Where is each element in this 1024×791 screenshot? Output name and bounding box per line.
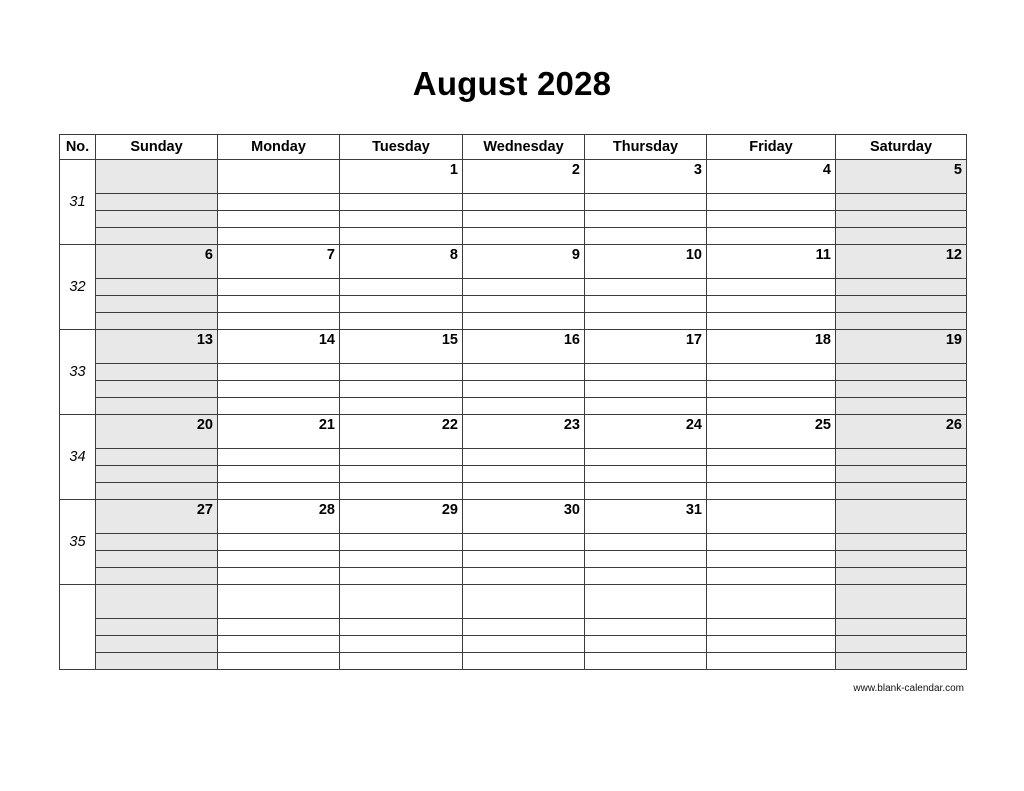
note-line-cell[interactable] — [218, 466, 340, 483]
note-line-cell[interactable] — [707, 211, 836, 228]
note-line-cell[interactable] — [463, 228, 585, 245]
day-number: 26 — [945, 417, 962, 433]
note-line-cell[interactable] — [836, 568, 967, 585]
day-number: 27 — [196, 502, 213, 518]
day-number: 2 — [571, 162, 580, 178]
note-line-cell[interactable] — [340, 398, 463, 415]
note-line-cell[interactable] — [707, 279, 836, 296]
day-cell[interactable] — [340, 415, 463, 449]
week-number — [60, 585, 96, 670]
note-line-cell[interactable] — [463, 313, 585, 330]
note-line-cell[interactable] — [340, 364, 463, 381]
day-number: 9 — [571, 247, 580, 263]
day-cell[interactable] — [707, 415, 836, 449]
week-number: 35 — [60, 500, 96, 585]
note-line-cell[interactable] — [585, 279, 707, 296]
day-cell[interactable] — [585, 415, 707, 449]
note-line-row — [60, 551, 967, 568]
day-number: 22 — [441, 417, 458, 433]
day-cell[interactable] — [707, 245, 836, 279]
note-line-cell[interactable] — [96, 551, 218, 568]
day-cell[interactable] — [340, 330, 463, 364]
day-cell[interactable] — [707, 330, 836, 364]
note-line-cell[interactable] — [218, 568, 340, 585]
day-number: 28 — [318, 502, 335, 518]
note-line-cell[interactable] — [836, 313, 967, 330]
day-cell[interactable] — [463, 245, 585, 279]
note-line-row — [60, 483, 967, 500]
note-line-cell[interactable] — [585, 398, 707, 415]
note-line-cell[interactable] — [340, 194, 463, 211]
day-number — [458, 595, 462, 597]
day-number — [335, 170, 339, 172]
note-line-cell[interactable] — [218, 551, 340, 568]
note-line-row — [60, 313, 967, 330]
note-line-row — [60, 534, 967, 551]
header-row — [60, 135, 967, 160]
day-cell[interactable] — [96, 160, 218, 194]
note-line-cell[interactable] — [585, 534, 707, 551]
day-cell[interactable] — [463, 160, 585, 194]
note-line-cell[interactable] — [585, 653, 707, 670]
note-line-cell[interactable] — [463, 279, 585, 296]
note-line-cell[interactable] — [836, 619, 967, 636]
day-cell[interactable] — [707, 585, 836, 619]
week-row — [60, 245, 967, 279]
note-line-row — [60, 653, 967, 670]
note-line-cell[interactable] — [463, 619, 585, 636]
note-line-cell[interactable] — [836, 483, 967, 500]
day-number: 14 — [318, 332, 335, 348]
note-line-cell[interactable] — [463, 551, 585, 568]
note-line-cell[interactable] — [836, 466, 967, 483]
day-number: 8 — [449, 247, 458, 263]
day-cell[interactable] — [585, 245, 707, 279]
note-line-cell[interactable] — [96, 449, 218, 466]
note-line-cell[interactable] — [218, 364, 340, 381]
note-line-cell[interactable] — [340, 296, 463, 313]
note-line-cell[interactable] — [96, 483, 218, 500]
note-line-cell[interactable] — [707, 364, 836, 381]
note-line-row — [60, 296, 967, 313]
note-line-cell[interactable] — [96, 653, 218, 670]
note-line-cell[interactable] — [585, 483, 707, 500]
day-number: 18 — [814, 332, 831, 348]
day-number: 25 — [814, 417, 831, 433]
day-number: 29 — [441, 502, 458, 518]
note-line-cell[interactable] — [836, 636, 967, 653]
note-line-cell[interactable] — [463, 653, 585, 670]
note-line-row — [60, 568, 967, 585]
note-line-cell[interactable] — [707, 568, 836, 585]
note-line-cell[interactable] — [96, 194, 218, 211]
note-line-cell[interactable] — [707, 483, 836, 500]
day-cell[interactable] — [340, 585, 463, 619]
day-number: 4 — [822, 162, 831, 178]
note-line-cell[interactable] — [96, 313, 218, 330]
note-line-cell[interactable] — [218, 636, 340, 653]
note-line-cell[interactable] — [585, 568, 707, 585]
day-number — [831, 510, 835, 512]
note-line-row — [60, 279, 967, 296]
header-monday: Monday — [218, 135, 340, 160]
day-cell[interactable] — [836, 160, 967, 194]
day-cell[interactable] — [836, 585, 967, 619]
note-line-cell[interactable] — [463, 636, 585, 653]
day-number: 23 — [563, 417, 580, 433]
note-line-cell[interactable] — [96, 619, 218, 636]
day-number: 31 — [685, 502, 702, 518]
note-line-cell[interactable] — [585, 228, 707, 245]
day-number: 19 — [945, 332, 962, 348]
note-line-row — [60, 228, 967, 245]
day-cell[interactable] — [96, 585, 218, 619]
note-line-cell[interactable] — [218, 313, 340, 330]
day-number: 24 — [685, 417, 702, 433]
day-cell[interactable] — [218, 245, 340, 279]
note-line-cell[interactable] — [340, 483, 463, 500]
note-line-cell[interactable] — [340, 449, 463, 466]
day-number — [580, 595, 584, 597]
day-cell[interactable] — [218, 415, 340, 449]
note-line-cell[interactable] — [836, 551, 967, 568]
note-line-cell[interactable] — [96, 279, 218, 296]
day-number — [213, 595, 217, 597]
day-number: 21 — [318, 417, 335, 433]
note-line-cell[interactable] — [836, 279, 967, 296]
note-line-cell[interactable] — [585, 313, 707, 330]
note-line-cell[interactable] — [463, 296, 585, 313]
note-line-cell[interactable] — [340, 228, 463, 245]
note-line-cell[interactable] — [463, 568, 585, 585]
note-line-cell[interactable] — [96, 296, 218, 313]
note-line-cell[interactable] — [707, 296, 836, 313]
note-line-cell[interactable] — [96, 568, 218, 585]
day-cell[interactable] — [463, 415, 585, 449]
note-line-cell[interactable] — [218, 381, 340, 398]
note-line-row — [60, 636, 967, 653]
note-line-cell[interactable] — [707, 653, 836, 670]
note-line-cell[interactable] — [836, 398, 967, 415]
day-cell[interactable] — [218, 160, 340, 194]
note-line-cell[interactable] — [707, 551, 836, 568]
day-number — [213, 170, 217, 172]
week-number: 33 — [60, 330, 96, 415]
day-cell[interactable] — [218, 585, 340, 619]
note-line-cell[interactable] — [585, 296, 707, 313]
week-number: 32 — [60, 245, 96, 330]
note-line-cell[interactable] — [340, 653, 463, 670]
calendar-grid — [59, 134, 967, 670]
day-cell[interactable] — [463, 330, 585, 364]
note-line-cell[interactable] — [96, 228, 218, 245]
day-number — [962, 595, 966, 597]
note-line-row — [60, 398, 967, 415]
note-line-cell[interactable] — [218, 194, 340, 211]
note-line-cell[interactable] — [836, 194, 967, 211]
day-number: 7 — [326, 247, 335, 263]
note-line-cell[interactable] — [585, 449, 707, 466]
day-number: 12 — [945, 247, 962, 263]
week-number: 31 — [60, 160, 96, 245]
day-cell[interactable] — [585, 330, 707, 364]
note-line-row — [60, 619, 967, 636]
day-number: 10 — [685, 247, 702, 263]
day-cell[interactable] — [836, 330, 967, 364]
note-line-cell[interactable] — [836, 449, 967, 466]
note-line-cell[interactable] — [463, 449, 585, 466]
note-line-cell[interactable] — [218, 449, 340, 466]
note-line-row — [60, 364, 967, 381]
day-cell[interactable] — [836, 245, 967, 279]
note-line-cell[interactable] — [836, 364, 967, 381]
note-line-cell[interactable] — [836, 534, 967, 551]
note-line-cell[interactable] — [707, 636, 836, 653]
day-cell[interactable] — [463, 500, 585, 534]
day-cell[interactable] — [96, 330, 218, 364]
header-wednesday: Wednesday — [463, 135, 585, 160]
day-cell[interactable] — [707, 160, 836, 194]
day-cell[interactable] — [96, 415, 218, 449]
day-cell[interactable] — [340, 245, 463, 279]
day-cell[interactable] — [836, 500, 967, 534]
note-line-cell[interactable] — [96, 466, 218, 483]
note-line-cell[interactable] — [463, 364, 585, 381]
note-line-cell[interactable] — [463, 466, 585, 483]
note-line-cell[interactable] — [218, 483, 340, 500]
note-line-cell[interactable] — [463, 534, 585, 551]
header-saturday: Saturday — [836, 135, 967, 160]
week-number: 34 — [60, 415, 96, 500]
note-line-cell[interactable] — [707, 228, 836, 245]
day-cell[interactable] — [585, 160, 707, 194]
day-cell[interactable] — [463, 585, 585, 619]
day-cell[interactable] — [585, 500, 707, 534]
week-row — [60, 160, 967, 194]
day-cell[interactable] — [836, 415, 967, 449]
week-row — [60, 585, 967, 619]
day-cell[interactable] — [96, 245, 218, 279]
note-line-cell[interactable] — [218, 211, 340, 228]
note-line-cell[interactable] — [585, 381, 707, 398]
note-line-cell[interactable] — [340, 636, 463, 653]
note-line-cell[interactable] — [585, 211, 707, 228]
note-line-cell[interactable] — [707, 466, 836, 483]
note-line-cell[interactable] — [96, 211, 218, 228]
note-line-cell[interactable] — [340, 551, 463, 568]
note-line-cell[interactable] — [218, 228, 340, 245]
day-number — [962, 510, 966, 512]
day-number: 13 — [196, 332, 213, 348]
note-line-cell[interactable] — [707, 619, 836, 636]
day-number: 11 — [815, 247, 831, 263]
note-line-cell[interactable] — [463, 483, 585, 500]
note-line-cell[interactable] — [836, 653, 967, 670]
note-line-cell[interactable] — [340, 466, 463, 483]
note-line-cell[interactable] — [340, 619, 463, 636]
day-number: 17 — [685, 332, 702, 348]
note-line-cell[interactable] — [218, 279, 340, 296]
note-line-cell[interactable] — [585, 636, 707, 653]
day-number: 6 — [204, 247, 213, 263]
day-cell[interactable] — [707, 500, 836, 534]
day-number: 20 — [196, 417, 213, 433]
day-number: 1 — [449, 162, 458, 178]
note-line-cell[interactable] — [707, 449, 836, 466]
note-line-cell[interactable] — [836, 296, 967, 313]
note-line-cell[interactable] — [218, 653, 340, 670]
note-line-cell[interactable] — [585, 364, 707, 381]
week-row — [60, 330, 967, 364]
note-line-cell[interactable] — [836, 381, 967, 398]
note-line-cell[interactable] — [96, 398, 218, 415]
note-line-cell[interactable] — [218, 398, 340, 415]
calendar-body — [60, 160, 967, 670]
header-tuesday: Tuesday — [340, 135, 463, 160]
footer-url: www.blank-calendar.com — [853, 683, 964, 694]
header-thursday: Thursday — [585, 135, 707, 160]
note-line-cell[interactable] — [836, 228, 967, 245]
day-cell[interactable] — [340, 160, 463, 194]
day-number: 5 — [953, 162, 962, 178]
note-line-cell[interactable] — [340, 313, 463, 330]
note-line-cell[interactable] — [218, 296, 340, 313]
day-number: 3 — [693, 162, 702, 178]
day-number: 30 — [563, 502, 580, 518]
note-line-cell[interactable] — [836, 211, 967, 228]
note-line-cell[interactable] — [707, 534, 836, 551]
note-line-cell[interactable] — [96, 636, 218, 653]
header-sunday: Sunday — [96, 135, 218, 160]
day-number: 16 — [563, 332, 580, 348]
day-cell[interactable] — [96, 500, 218, 534]
week-row — [60, 500, 967, 534]
day-cell[interactable] — [218, 330, 340, 364]
note-line-row — [60, 449, 967, 466]
note-line-cell[interactable] — [340, 534, 463, 551]
note-line-cell[interactable] — [463, 398, 585, 415]
note-line-cell[interactable] — [585, 466, 707, 483]
day-cell[interactable] — [585, 585, 707, 619]
note-line-cell[interactable] — [463, 194, 585, 211]
note-line-row — [60, 211, 967, 228]
note-line-cell[interactable] — [340, 211, 463, 228]
day-number: 15 — [441, 332, 458, 348]
note-line-cell[interactable] — [218, 534, 340, 551]
day-number — [702, 595, 706, 597]
day-cell[interactable] — [340, 500, 463, 534]
header-friday: Friday — [707, 135, 836, 160]
day-cell[interactable] — [218, 500, 340, 534]
calendar-title: August 2028 — [412, 65, 612, 102]
note-line-cell[interactable] — [585, 551, 707, 568]
note-line-cell[interactable] — [707, 398, 836, 415]
note-line-row — [60, 381, 967, 398]
note-line-cell[interactable] — [707, 381, 836, 398]
week-row — [60, 415, 967, 449]
note-line-cell[interactable] — [96, 534, 218, 551]
note-line-row — [60, 466, 967, 483]
note-line-cell[interactable] — [340, 279, 463, 296]
note-line-row — [60, 194, 967, 211]
note-line-cell[interactable] — [96, 364, 218, 381]
day-number — [831, 595, 835, 597]
note-line-cell[interactable] — [340, 381, 463, 398]
note-line-cell[interactable] — [707, 194, 836, 211]
note-line-cell[interactable] — [585, 194, 707, 211]
note-line-cell[interactable] — [707, 313, 836, 330]
note-line-cell[interactable] — [585, 619, 707, 636]
note-line-cell[interactable] — [463, 381, 585, 398]
header-week-number: No. — [60, 135, 96, 160]
day-number — [335, 595, 339, 597]
note-line-cell[interactable] — [463, 211, 585, 228]
note-line-cell[interactable] — [96, 381, 218, 398]
note-line-cell[interactable] — [218, 619, 340, 636]
note-line-cell[interactable] — [340, 568, 463, 585]
